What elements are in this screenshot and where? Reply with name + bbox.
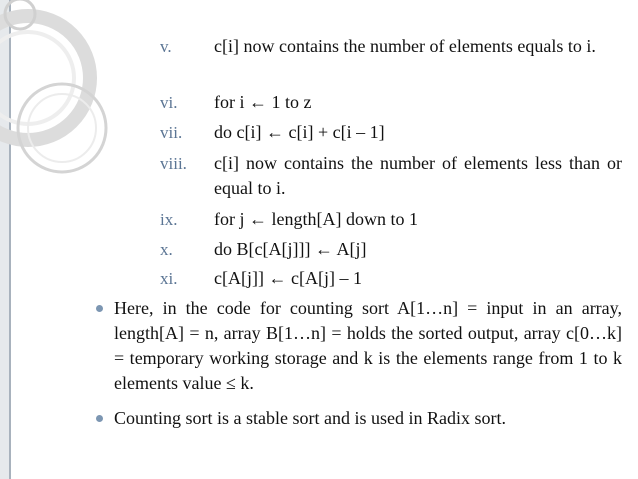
- step-text: c[i] now contains the number of elements less than or equal to i.: [214, 153, 622, 198]
- step-text: do c[i] ← c[i] + c[i – 1]: [214, 122, 385, 142]
- left-band: [0, 0, 9, 479]
- step-number: x.: [160, 240, 173, 259]
- step-number: ix.: [160, 210, 178, 229]
- ring-medium-faint: [28, 94, 96, 162]
- bullet-text: Counting sort is a stable sort and is used in Radix sort.: [114, 408, 506, 428]
- step-text: c[i] now contains the number of elements equals to i.: [214, 36, 596, 56]
- step-text: for j ← length[A] down to 1: [214, 209, 418, 229]
- step-number: viii.: [160, 154, 187, 173]
- step-text: do B[c[A[j]]] ← A[j]: [214, 239, 367, 259]
- step-text: for i ← 1 to z: [214, 92, 312, 112]
- bullet-text: Here, in the code for counting sort A[1…n] = input in an array, length[A] = n, array B[1…n] = holds the sorted output, array c[0…k] = temporary working storage and k is the elements range from 1 to k elements value ≤ k.: [114, 298, 622, 393]
- ring-medium: [18, 84, 106, 172]
- ring-large-inner: [0, 32, 74, 124]
- left-band-line: [9, 0, 11, 479]
- step-number: vii.: [160, 123, 183, 142]
- bullet-dot-icon: [96, 415, 103, 422]
- step-number: xi.: [160, 269, 178, 288]
- step-number: v.: [160, 37, 172, 56]
- ring-large-outer: [0, 16, 90, 140]
- ring-small: [5, 0, 35, 29]
- step-text: c[A[j]] ← c[A[j] – 1: [214, 268, 362, 288]
- bullet-dot-icon: [96, 305, 103, 312]
- step-number: vi.: [160, 93, 178, 112]
